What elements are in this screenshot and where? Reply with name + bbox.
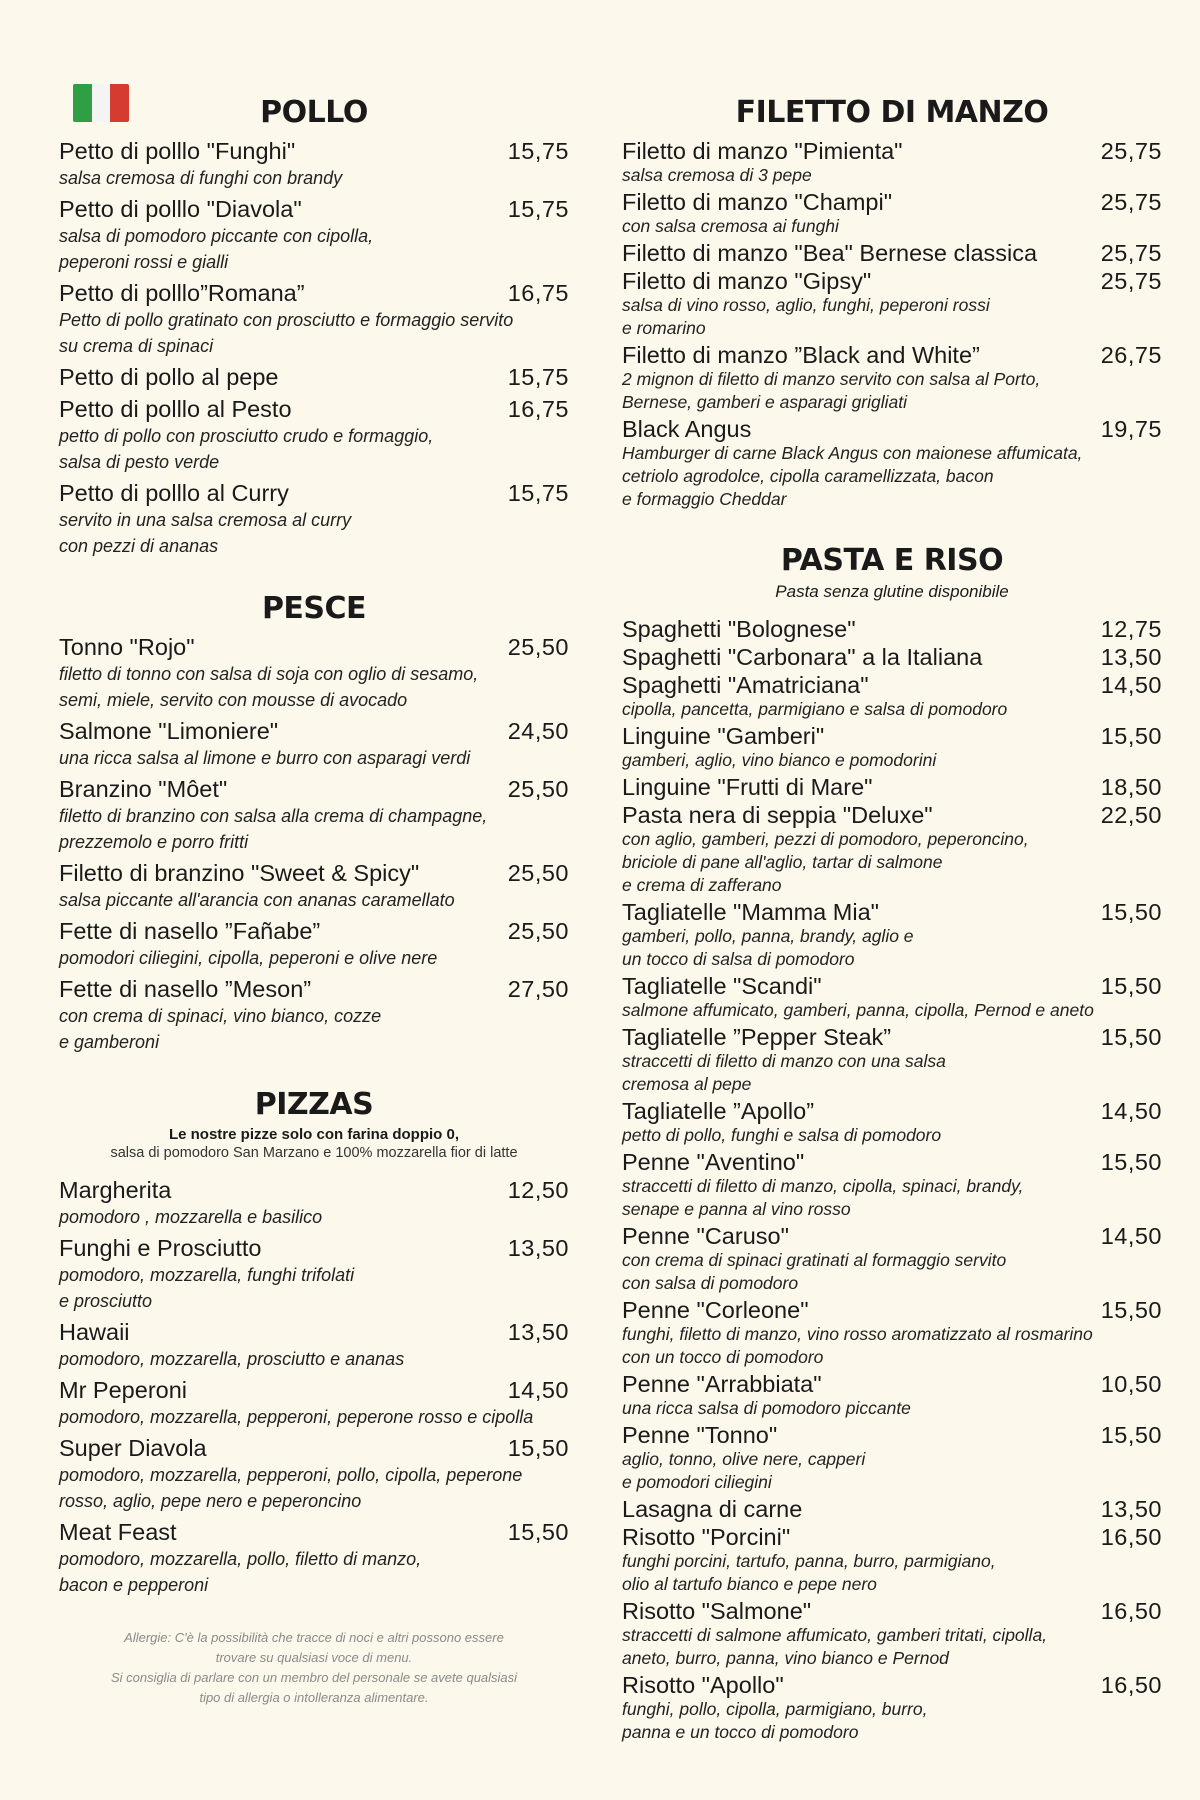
menu-item (622, 723, 1162, 772)
menu-item-row (59, 1177, 569, 1204)
dish-name: Super Diavola (59, 1435, 207, 1461)
menu-item (622, 616, 1162, 642)
dish-description: e crema di zafferano (622, 875, 782, 895)
dish-description: pomodoro, mozzarella, pepperoni, pollo, cipolla, peperone (59, 1465, 523, 1485)
menu-item (622, 1672, 1162, 1744)
menu-item-row (622, 1223, 1162, 1249)
menu-item-row (59, 1435, 569, 1462)
dish-name: Pasta nera di seppia "Deluxe" (622, 802, 933, 828)
menu-item (622, 774, 1162, 800)
allergy-line: Si consiglia di parlare con un membro del personale se avete qualsiasi (110, 1670, 518, 1685)
menu-item-row (622, 672, 1162, 698)
dish-price: 22,50 (1100, 802, 1162, 828)
menu-item-row (59, 634, 569, 661)
dish-price: 16,50 (1100, 1672, 1162, 1698)
menu-item (622, 1371, 1162, 1420)
dish-description: e pomodori ciliegini (622, 1472, 772, 1492)
dish-price: 27,50 (507, 976, 569, 1002)
dish-description: rosso, aglio, pepe nero e peperoncino (59, 1491, 362, 1511)
menu-item (59, 1177, 569, 1230)
menu-item (622, 1149, 1162, 1221)
dish-description: un tocco di salsa di pomodoro (622, 949, 855, 969)
dish-description: su crema di spinaci (59, 336, 214, 356)
dish-description: gamberi, pollo, panna, brandy, aglio e (622, 926, 914, 946)
dish-description: olio al tartufo bianco e pepe nero (622, 1574, 877, 1594)
menu-item (59, 918, 569, 971)
menu-item-row (622, 1672, 1162, 1698)
dish-name: Petto di polllo al Pesto (59, 396, 292, 422)
menu-item-row (622, 1371, 1162, 1397)
dish-price: 10,50 (1100, 1371, 1162, 1397)
dish-name: Petto di polllo "Funghi" (59, 138, 296, 164)
dish-price: 19,75 (1100, 416, 1162, 442)
dish-name: Meat Feast (59, 1519, 177, 1545)
dish-price: 13,50 (1100, 1496, 1162, 1522)
menu-item (59, 138, 569, 191)
menu-item (622, 189, 1162, 238)
menu-item-row (59, 976, 569, 1003)
menu-item-row (59, 138, 569, 165)
menu-item-row (622, 899, 1162, 925)
dish-price: 15,50 (507, 1519, 569, 1545)
dish-description: e gamberoni (59, 1032, 160, 1052)
menu-item-row (59, 396, 569, 423)
menu-item-row (59, 918, 569, 945)
dish-name: Hawaii (59, 1319, 130, 1345)
section-pesce (59, 591, 569, 1055)
menu-item-row (622, 268, 1162, 294)
dish-price: 15,50 (1100, 1422, 1162, 1448)
dish-description: una ricca salsa al limone e burro con asparagi verdi (59, 748, 471, 768)
allergy-line: trovare su qualsiasi voce di menu. (215, 1650, 413, 1665)
section-pollo (59, 95, 569, 559)
dish-description: salsa di pomodoro piccante con cipolla, (59, 226, 374, 246)
dish-description: con crema di spinaci gratinati al formaggio servito (622, 1250, 1007, 1270)
menu-item (622, 1524, 1162, 1596)
menu-item (622, 1598, 1162, 1670)
dish-name: Risotto "Porcini" (622, 1524, 791, 1550)
dish-description: bacon e pepperoni (59, 1575, 209, 1595)
dish-price: 25,75 (1100, 268, 1162, 294)
dish-description: salmone affumicato, gamberi, panna, cipolla, Pernod e aneto (622, 1000, 1094, 1020)
section-title: POLLO (260, 95, 368, 130)
dish-name: Penne "Aventino" (622, 1149, 805, 1175)
menu-item-row (622, 1496, 1162, 1522)
dish-price: 24,50 (507, 718, 569, 744)
menu-item-row (622, 802, 1162, 828)
menu-item (622, 1297, 1162, 1369)
menu-item (59, 634, 569, 713)
dish-description: salsa di vino rosso, aglio, funghi, peperoni rossi (622, 295, 990, 315)
dish-price: 15,50 (1100, 973, 1162, 999)
dish-price: 25,50 (507, 860, 569, 886)
dish-description: Bernese, gamberi e asparagi grigliati (622, 392, 908, 412)
dish-description: cetriolo agrodolce, cipolla caramellizzata, bacon (622, 466, 994, 486)
dish-price: 15,75 (507, 480, 569, 506)
menu-item (622, 416, 1162, 511)
dish-description: funghi, filetto di manzo, vino rosso aromatizzato al rosmarino (622, 1324, 1093, 1344)
dish-name: Filetto di manzo ”Black and White” (622, 342, 980, 368)
dish-price: 16,75 (507, 396, 569, 422)
dish-price: 16,50 (1100, 1598, 1162, 1624)
dish-name: Risotto "Salmone" (622, 1598, 812, 1624)
dish-description: salsa di pesto verde (59, 452, 220, 472)
menu-item (59, 480, 569, 559)
dish-description: Petto di pollo gratinato con prosciutto e formaggio servito (59, 310, 514, 330)
dish-description: briciole di pane all'aglio, tartar di salmone (622, 852, 943, 872)
dish-description: con salsa di pomodoro (622, 1273, 799, 1293)
menu-item (59, 718, 569, 771)
dish-price: 25,50 (507, 776, 569, 802)
menu-item-row (622, 189, 1162, 215)
dish-description: funghi, pollo, cipolla, parmigiano, burro, (622, 1699, 928, 1719)
menu-item-row (59, 860, 569, 887)
dish-name: Filetto di manzo "Pimienta" (622, 138, 903, 164)
menu-item-row (59, 1235, 569, 1262)
menu-item-row (622, 1598, 1162, 1624)
dish-name: Penne "Corleone" (622, 1297, 809, 1323)
dish-name: Petto di polllo "Diavola" (59, 196, 302, 222)
dish-description: e prosciutto (59, 1291, 153, 1311)
dish-price: 15,75 (507, 196, 569, 222)
menu-item-row (622, 1524, 1162, 1550)
dish-name: Tagliatelle ”Pepper Steak” (622, 1024, 892, 1050)
dish-price: 14,50 (507, 1377, 569, 1403)
menu-item-row (59, 776, 569, 803)
section-title: PASTA E RISO (780, 543, 1004, 578)
dish-price: 13,50 (1100, 644, 1162, 670)
menu-item (622, 1422, 1162, 1494)
dish-description: aglio, tonno, olive nere, capperi (622, 1449, 866, 1469)
menu-item (622, 672, 1162, 721)
dish-description: funghi porcini, tartufo, panna, burro, parmigiano, (622, 1551, 996, 1571)
dish-description: prezzemolo e porro fritti (59, 832, 249, 852)
dish-name: Fette di nasello ”Meson” (59, 976, 312, 1002)
menu-item (622, 1098, 1162, 1147)
menu-item-row (59, 196, 569, 223)
dish-description: cremosa al pepe (622, 1074, 752, 1094)
dish-description: Hamburger di carne Black Angus con maionese affumicata, (622, 443, 1083, 463)
section-note: Pasta senza glutine disponibile (775, 582, 1009, 601)
dish-description: servito in una salsa cremosa al curry (59, 510, 352, 530)
menu-list (59, 634, 569, 1055)
menu-item (622, 342, 1162, 414)
dish-name: Petto di polllo”Romana” (59, 280, 305, 306)
menu-item-row (622, 723, 1162, 749)
dish-name: Tagliatelle "Scandi" (622, 973, 822, 999)
dish-price: 14,50 (1100, 1098, 1162, 1124)
menu-item-row (59, 1519, 569, 1546)
dish-description: e romarino (622, 318, 706, 338)
dish-name: Penne "Tonno" (622, 1422, 778, 1448)
menu-list (59, 138, 569, 559)
dish-description: straccetti di salmone affumicato, gamberi tritati, cipolla, (622, 1625, 1048, 1645)
menu-item (59, 1519, 569, 1598)
dish-name: Penne "Arrabbiata" (622, 1371, 822, 1397)
dish-price: 25,75 (1100, 138, 1162, 164)
dish-description: salsa cremosa di 3 pepe (622, 165, 812, 185)
dish-description: straccetti di filetto di manzo con una salsa (622, 1051, 946, 1071)
dish-description: salsa piccante all'arancia con ananas caramellato (59, 890, 455, 910)
menu-item (622, 802, 1162, 897)
dish-description: petto di pollo con prosciutto crudo e formaggio, (59, 426, 434, 446)
dish-name: Tagliatelle "Mamma Mia" (622, 899, 879, 925)
menu-item (59, 1319, 569, 1372)
dish-price: 25,50 (507, 918, 569, 944)
menu-item (622, 1223, 1162, 1295)
dish-name: Fette di nasello ”Fañabe” (59, 918, 321, 944)
menu-item-row (622, 240, 1162, 266)
allergy-line: Allergie: C'è la possibilità che tracce di noci e altri possono essere (124, 1630, 504, 1645)
dish-description: filetto di tonno con salsa di soja con oglio di sesamo, (59, 664, 479, 684)
dish-price: 15,75 (507, 364, 569, 390)
menu-item (59, 196, 569, 275)
dish-description: con salsa cremosa ai funghi (622, 216, 839, 236)
menu-item (622, 644, 1162, 670)
dish-description: pomodoro , mozzarella e basilico (59, 1207, 323, 1227)
menu-item-row (622, 616, 1162, 642)
menu-item (622, 138, 1162, 187)
section-pizzas (59, 1087, 569, 1598)
dish-price: 16,50 (1100, 1524, 1162, 1550)
dish-name: Petto di pollo al pepe (59, 364, 279, 390)
dish-description: panna e un tocco di pomodoro (622, 1722, 859, 1742)
dish-description: aneto, burro, panna, vino bianco e Pernod (622, 1648, 949, 1668)
dish-name: Filetto di manzo "Gipsy" (622, 268, 872, 294)
dish-name: Spaghetti "Bolognese" (622, 616, 856, 642)
menu-item-row (622, 1297, 1162, 1323)
dish-description: con aglio, gamberi, pezzi di pomodoro, peperoncino, (622, 829, 1029, 849)
menu-item (622, 973, 1162, 1022)
dish-description: straccetti di filetto di manzo, cipolla, spinaci, brandy, (622, 1176, 1024, 1196)
menu-item (59, 1377, 569, 1430)
menu-item-row (59, 280, 569, 307)
menu-item (59, 1435, 569, 1514)
dish-description: pomodori ciliegini, cipolla, peperoni e olive nere (59, 948, 438, 968)
section-title: FILETTO DI MANZO (735, 95, 1049, 130)
dish-name: Petto di polllo al Curry (59, 480, 289, 506)
dish-price: 13,50 (507, 1319, 569, 1345)
dish-name: Branzino "Môet" (59, 776, 228, 802)
menu-item-row (622, 774, 1162, 800)
menu-item-row (59, 1377, 569, 1404)
dish-description: peperoni rossi e gialli (59, 252, 229, 272)
dish-description: pomodoro, mozzarella, prosciutto e ananas (59, 1349, 405, 1369)
dish-description: pomodoro, mozzarella, pollo, filetto di manzo, (59, 1549, 422, 1569)
menu-item (59, 280, 569, 359)
dish-price: 15,50 (1100, 1024, 1162, 1050)
menu-item (622, 1024, 1162, 1096)
dish-name: Tagliatelle ”Apollo” (622, 1098, 815, 1124)
dish-price: 15,50 (507, 1435, 569, 1461)
dish-name: Filetto di branzino "Sweet & Spicy" (59, 860, 420, 886)
dish-price: 14,50 (1100, 1223, 1162, 1249)
dish-name: Linguine "Gamberi" (622, 723, 825, 749)
dish-name: Mr Peperoni (59, 1377, 187, 1403)
menu-item (59, 860, 569, 913)
menu-item (622, 268, 1162, 340)
dish-price: 25,75 (1100, 240, 1162, 266)
menu-item-row (622, 342, 1162, 368)
dish-price: 12,50 (507, 1177, 569, 1203)
menu-item (59, 1235, 569, 1314)
dish-description: filetto di branzino con salsa alla crema di champagne, (59, 806, 488, 826)
menu-item (59, 396, 569, 475)
section-manzo (622, 95, 1162, 511)
section-note: salsa di pomodoro San Marzano e 100% mozzarella fior di latte (110, 1145, 518, 1161)
dish-name: Funghi e Prosciutto (59, 1235, 262, 1261)
menu-item-row (622, 1098, 1162, 1124)
menu-item-row (622, 1024, 1162, 1050)
dish-name: Lasagna di carne (622, 1496, 803, 1522)
menu-item-row (622, 138, 1162, 164)
dish-description: gamberi, aglio, vino bianco e pomodorini (622, 750, 937, 770)
dish-description: pomodoro, mozzarella, pepperoni, peperone rosso e cipolla (59, 1407, 534, 1427)
menu-item-row (622, 1149, 1162, 1175)
menu-item (59, 776, 569, 855)
dish-name: Penne "Caruso" (622, 1223, 789, 1249)
dish-name: Salmone "Limoniere" (59, 718, 279, 744)
dish-name: Filetto di manzo "Champi" (622, 189, 893, 215)
dish-price: 15,50 (1100, 1149, 1162, 1175)
dish-name: Risotto "Apollo" (622, 1672, 784, 1698)
dish-description: con pezzi di ananas (59, 536, 219, 556)
left-column (59, 95, 569, 1708)
dish-name: Linguine "Frutti di Mare" (622, 774, 873, 800)
dish-description: una ricca salsa di pomodoro piccante (622, 1398, 911, 1418)
dish-price: 14,50 (1100, 672, 1162, 698)
dish-price: 12,75 (1100, 616, 1162, 642)
dish-price: 25,50 (507, 634, 569, 660)
menu-item-row (622, 644, 1162, 670)
dish-description: con un tocco di pomodoro (622, 1347, 824, 1367)
dish-price: 26,75 (1100, 342, 1162, 368)
dish-description: con crema di spinaci, vino bianco, cozze (59, 1006, 382, 1026)
dish-name: Tonno "Rojo" (59, 634, 195, 660)
menu-item (622, 1496, 1162, 1522)
dish-description: pomodoro, mozzarella, funghi trifolati (59, 1265, 355, 1285)
dish-price: 15,75 (507, 138, 569, 164)
dish-price: 13,50 (507, 1235, 569, 1261)
allergy-line: tipo di allergia o intolleranza alimentare. (199, 1690, 429, 1705)
section-note-bold: Le nostre pizze solo con farina doppio 0, (168, 1126, 460, 1143)
dish-price: 18,50 (1100, 774, 1162, 800)
dish-price: 25,75 (1100, 189, 1162, 215)
dish-description: cipolla, pancetta, parmigiano e salsa di pomodoro (622, 699, 1008, 719)
dish-description: senape e panna al vino rosso (622, 1199, 851, 1219)
dish-price: 15,50 (1100, 1297, 1162, 1323)
menu-list (622, 616, 1162, 1744)
section-title: PESCE (261, 591, 367, 626)
allergy-notice (59, 1628, 569, 1708)
dish-name: Black Angus (622, 416, 752, 442)
dish-description: semi, miele, servito con mousse di avocado (59, 690, 408, 710)
dish-description: 2 mignon di filetto di manzo servito con salsa al Porto, (622, 369, 1041, 389)
menu-item-row (622, 416, 1162, 442)
menu-item-row (59, 1319, 569, 1346)
dish-name: Filetto di manzo "Bea" Bernese classica (622, 240, 1038, 266)
menu-item-row (622, 973, 1162, 999)
menu-item-row (59, 364, 569, 391)
section-pasta (622, 543, 1162, 1744)
dish-price: 16,75 (507, 280, 569, 306)
menu-item (59, 976, 569, 1055)
menu-item-row (622, 1422, 1162, 1448)
section-title: PIZZAS (254, 1087, 374, 1122)
dish-price: 15,50 (1100, 899, 1162, 925)
dish-description: salsa cremosa di funghi con brandy (59, 168, 343, 188)
dish-name: Spaghetti "Amatriciana" (622, 672, 869, 698)
dish-name: Margherita (59, 1177, 172, 1203)
menu-list (622, 138, 1162, 511)
menu-item (622, 899, 1162, 971)
menu-item (622, 240, 1162, 266)
menu-item (59, 364, 569, 391)
dish-name: Spaghetti "Carbonara" a la Italiana (622, 644, 983, 670)
dish-description: e formaggio Cheddar (622, 489, 787, 509)
menu-item-row (59, 480, 569, 507)
dish-description: petto di pollo, funghi e salsa di pomodoro (622, 1125, 942, 1145)
menu-list (59, 1177, 569, 1598)
right-column (622, 95, 1162, 1776)
dish-price: 15,50 (1100, 723, 1162, 749)
menu-item-row (59, 718, 569, 745)
